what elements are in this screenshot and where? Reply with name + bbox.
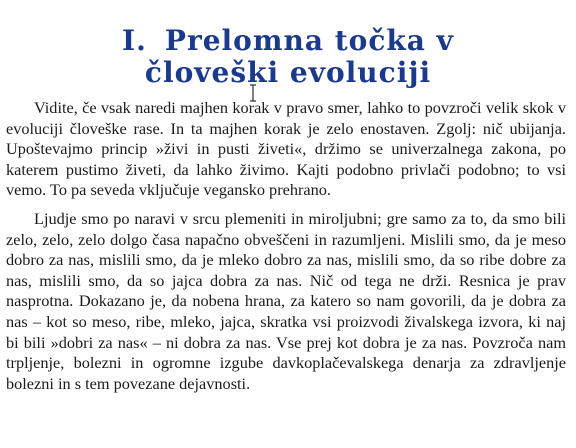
body-text [6, 98, 566, 402]
chapter-title-line-1 [0, 25, 576, 57]
chapter-title-line-2: človeški evoluciji [144, 55, 432, 89]
chapter-number: I. [122, 23, 147, 57]
paragraph-1: Vidite, če vsak naredi majhen korak v pravo smer, lahko to povzroči velik skok v evoluciji človeške rase. In ta majhen korak je zelo enostaven. Zgolj: nič ubijanja. Upoštevajmo princip »živi in pusti živeti«, držimo se univerzalnega zakona, po katerem pustimo živeti, da lahko živimo. Kajti podobno privlači podobno; to vsi vemo. To pa seveda vključuje vegansko prehrano. [6, 98, 566, 200]
chapter-title [0, 25, 576, 89]
paragraph-2: Ljudje smo po naravi v srcu plemeniti in miroljubni; gre samo za to, da smo bili zelo, zelo, zelo dolgo časa napačno obveščeni in razumljeni. Mislili smo, da je meso dobro za nas, mislili smo, da je mleko dobro za nas, mislili smo, da so ribe dobre za nas, mislili smo, da so jajca dobra za nas. Nič od tega ne drži. Resnica je prav nasprotna. Dokazano je, da nobena hrana, za katero so nam govorili, da je dobra za nas – kot so meso, ribe, mleko, jajca, skratka vsi proizvodi živalskega izvora, ki naj bi bili »dobri za nas« – ni dobra za nas. Vse prej kot dobra je za nas. Povzroča nam trpljenje, bolezni in ogromne izgube davkoplačevalskega denarja za zdravljenje bolezni in s tem povezane dejavnosti. [6, 208, 566, 393]
chapter-title-text-1: Prelomna točka v [164, 23, 454, 57]
